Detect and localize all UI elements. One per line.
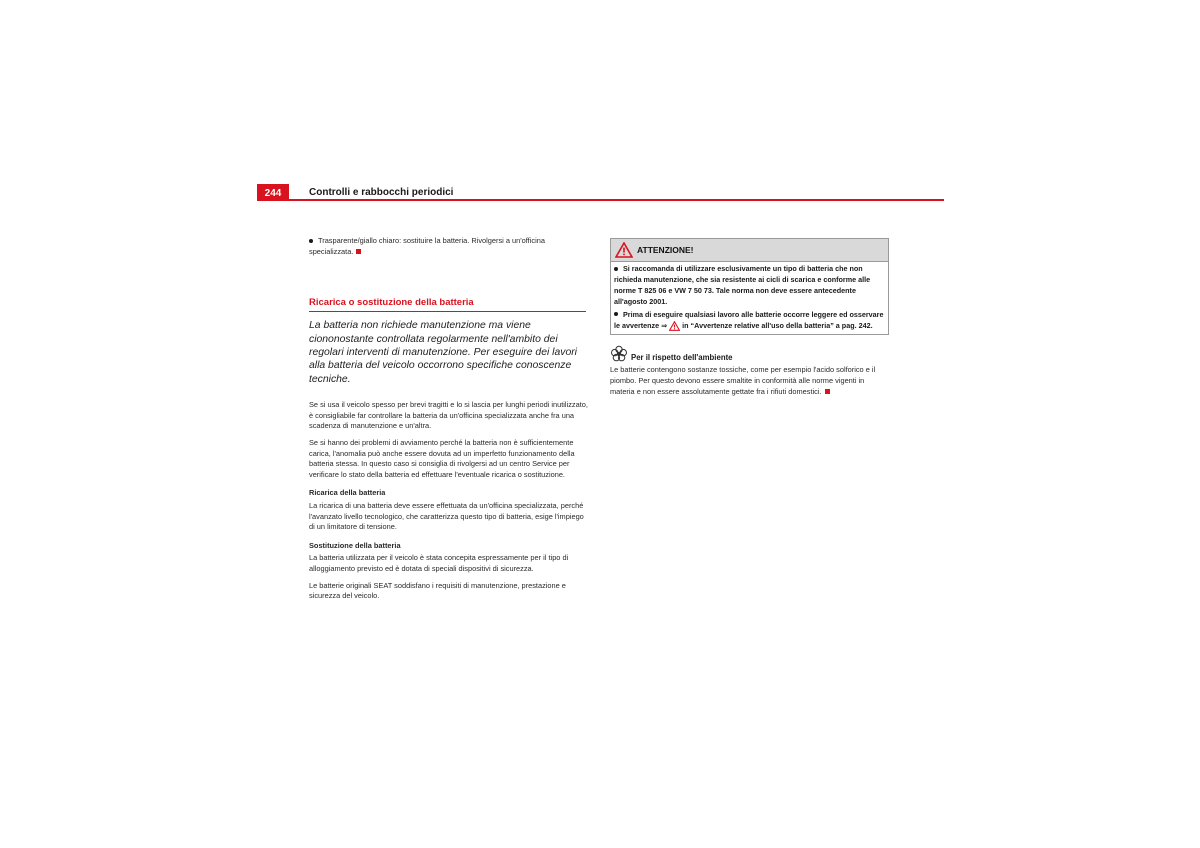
page-number: 244: [257, 184, 289, 201]
paragraph: La batteria utilizzata per il veicolo è stata concepita espressamente per il tipo di alloggiamento previsto ed è dotata di speciali dispositivi di sicurezza.: [309, 553, 569, 573]
warning-header: [611, 239, 888, 262]
warning-item: [614, 264, 885, 308]
warning-item-link-text[interactable]: in “Avvertenze relative all'uso della batteria” a pag. 242.: [682, 320, 873, 330]
end-square-icon: [825, 389, 830, 394]
bullet-icon: [614, 312, 618, 316]
end-square-icon: [356, 249, 361, 254]
page-header: [257, 184, 944, 201]
paragraph: Se si usa il veicolo spesso per brevi tragitti e lo si lascia per lunghi periodi inutilizzato, è consigliabile far controllare la batteria da un'officina specializzata anche fra una scadenza di manutenzione e un'altra.: [309, 400, 588, 431]
header-rule: [289, 199, 944, 201]
warning-item-text: Si raccomanda di utilizzare esclusivamente un tipo di batteria che non richieda manutenzione, che sia resistente ai cicli di scarica e conforme alle norme T 825 06 e VW 7 50 73. Tale norma non deve essere antecedente all'agosto 2001.: [614, 264, 871, 306]
subheading-replace: Sostituzione della batteria: [309, 540, 401, 550]
flower-icon: [610, 345, 628, 363]
warning-item-text: Prima di eseguire qualsiasi lavoro alle batterie occorre leggere ed osservare le avvertenze ⇒: [614, 309, 884, 330]
warning-body: [611, 262, 888, 334]
warning-triangle-icon: [669, 321, 680, 331]
left-column: [309, 236, 589, 602]
bullet-icon: [614, 267, 618, 271]
paragraph: Le batterie originali SEAT soddisfano i requisiti di manutenzione, prestazione e sicurezza del veicolo.: [309, 580, 566, 601]
subheading-charge: Ricarica della batteria: [309, 488, 386, 498]
bullet-text: Trasparente/giallo chiaro: sostituire la batteria. Rivolgersi a un'officina specializzata.: [309, 236, 545, 256]
paragraph: Se si hanno dei problemi di avviamento perché la batteria non è sufficientemente carica, l'anomalia può anche essere dovuta ad un imperfetto funzionamento della batteria stessa. In questo caso si consiglia di rivolgersi ad un centro Service per verificare lo stato della batteria ed effettuare l'eventuale ricarica o sostituzione.: [309, 438, 575, 479]
bullet-item: [309, 236, 589, 257]
warning-triangle-icon: [615, 242, 633, 258]
section-intro: La batteria non richiede manutenzione ma viene ciononostante controllata regolarmente nell'ambito dei regolari interventi di manutenzione. Per eseguire dei lavori alla batteria del veicolo occorrono specifiche conoscenze tecniche.: [309, 320, 577, 385]
warning-box: [610, 238, 889, 335]
bullet-icon: [309, 239, 313, 243]
warning-item: [614, 310, 885, 332]
chapter-title: Controlli e rabbocchi periodici: [309, 187, 454, 198]
environment-title: Per il rispetto dell'ambiente: [631, 353, 733, 363]
environment-text-body: Le batterie contengono sostanze tossiche, come per esempio l'acido solforico e il piombo. Per questo devono essere smaltite in conformità alle norme vigenti in materia e non essere assolutamente gettate fra i rifiuti domestici.: [610, 365, 876, 396]
environment-text: [610, 365, 890, 397]
right-column: [610, 238, 890, 397]
paragraph: La ricarica di una batteria deve essere effettuata da un'officina specializzata, perché l'avanzato livello tecnologico, che caratterizza questo tipo di batteria, esige l'impiego di un limitatore di tensione.: [309, 500, 584, 532]
warning-title: ATTENZIONE!: [637, 245, 694, 255]
section-title: Ricarica o sostituzione della batteria: [309, 297, 586, 312]
environment-heading: [610, 347, 890, 365]
